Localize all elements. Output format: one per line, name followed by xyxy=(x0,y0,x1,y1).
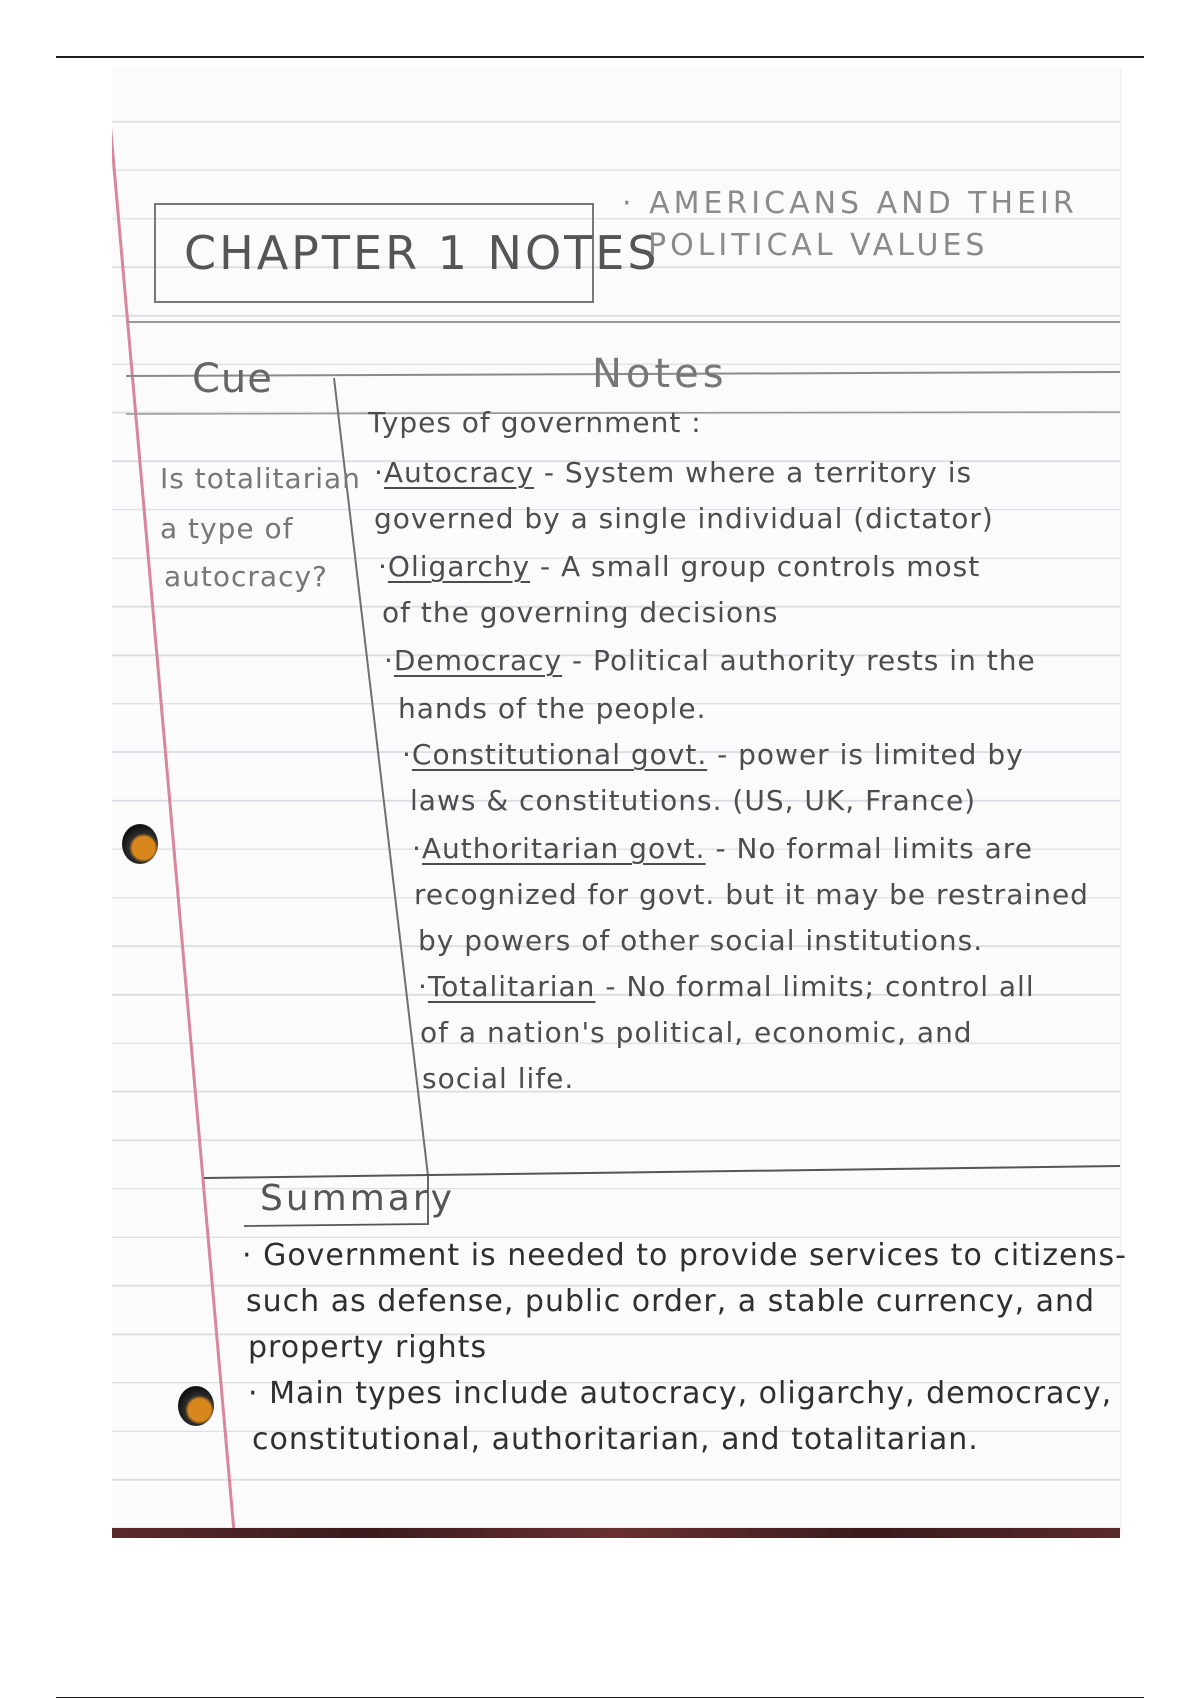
binder-hole xyxy=(178,1386,214,1426)
note-term: Authoritarian govt. xyxy=(421,832,706,865)
chapter-subtitle-line-1: · AMERICANS AND THEIR xyxy=(622,186,1078,221)
top-rule xyxy=(56,56,1144,58)
note-line: of the governing decisions xyxy=(382,596,779,629)
binder-hole xyxy=(122,824,158,864)
note-line: - System where a territory is xyxy=(543,456,973,489)
note-line: governed by a single individual (dictator) xyxy=(374,502,994,535)
note-line: of a nation's political, economic, and xyxy=(420,1016,973,1049)
note-line: recognized for govt. but it may be restrained xyxy=(414,878,1089,911)
note-line: by powers of other social institutions. xyxy=(418,924,984,957)
note-item: ·Constitutional govt. - power is limited by xyxy=(402,738,1024,771)
note-item: ·Totalitarian - No formal limits; control all xyxy=(418,970,1035,1003)
summary-heading: Summary xyxy=(260,1178,455,1219)
cue-column-header: Cue xyxy=(192,356,273,402)
note-item: ·Autocracy - System where a territory is xyxy=(374,456,973,489)
summary-line: property rights xyxy=(248,1330,488,1365)
note-item: ·Democracy - Political authority rests in the xyxy=(384,644,1036,677)
note-term: Autocracy xyxy=(383,456,534,489)
note-line: - No formal limits are xyxy=(715,832,1033,865)
summary-line: constitutional, authoritarian, and totalitarian. xyxy=(252,1422,979,1457)
note-line: - power is limited by xyxy=(717,738,1024,771)
note-line: - No formal limits; control all xyxy=(605,970,1035,1003)
chapter-subtitle-line-2: POLITICAL VALUES xyxy=(648,228,989,263)
cue-question-line: Is totalitarian xyxy=(160,462,361,495)
cue-question-line: autocracy? xyxy=(164,560,328,593)
note-item: ·Authoritarian govt. - No formal limits are xyxy=(412,832,1033,865)
note-line: laws & constitutions. (US, UK, France) xyxy=(410,784,977,817)
notebook-page xyxy=(112,66,1127,1532)
summary-line: · Main types include autocracy, oligarchy, democracy, xyxy=(248,1376,1113,1411)
note-term: Constitutional govt. xyxy=(411,738,708,771)
note-line: hands of the people. xyxy=(398,692,707,725)
chapter-title: CHAPTER 1 NOTES xyxy=(184,226,660,280)
note-line: - Political authority rests in the xyxy=(572,644,1036,677)
note-line: social life. xyxy=(422,1062,575,1095)
notes-heading: Types of government : xyxy=(368,406,702,439)
notes-column-header: Notes xyxy=(592,351,728,397)
bottom-rule xyxy=(56,1697,1144,1698)
summary-line: · Government is needed to provide services to citizens- xyxy=(242,1238,1127,1273)
page-bottom-edge xyxy=(112,1528,1120,1538)
note-term: Totalitarian xyxy=(427,970,596,1003)
summary-line: such as defense, public order, a stable currency, and xyxy=(246,1284,1096,1319)
note-item: ·Oligarchy - A small group controls most xyxy=(378,550,981,583)
note-line: - A small group controls most xyxy=(539,550,981,583)
note-term: Democracy xyxy=(393,644,563,677)
note-term: Oligarchy xyxy=(387,550,531,583)
cue-question-line: a type of xyxy=(160,512,294,545)
